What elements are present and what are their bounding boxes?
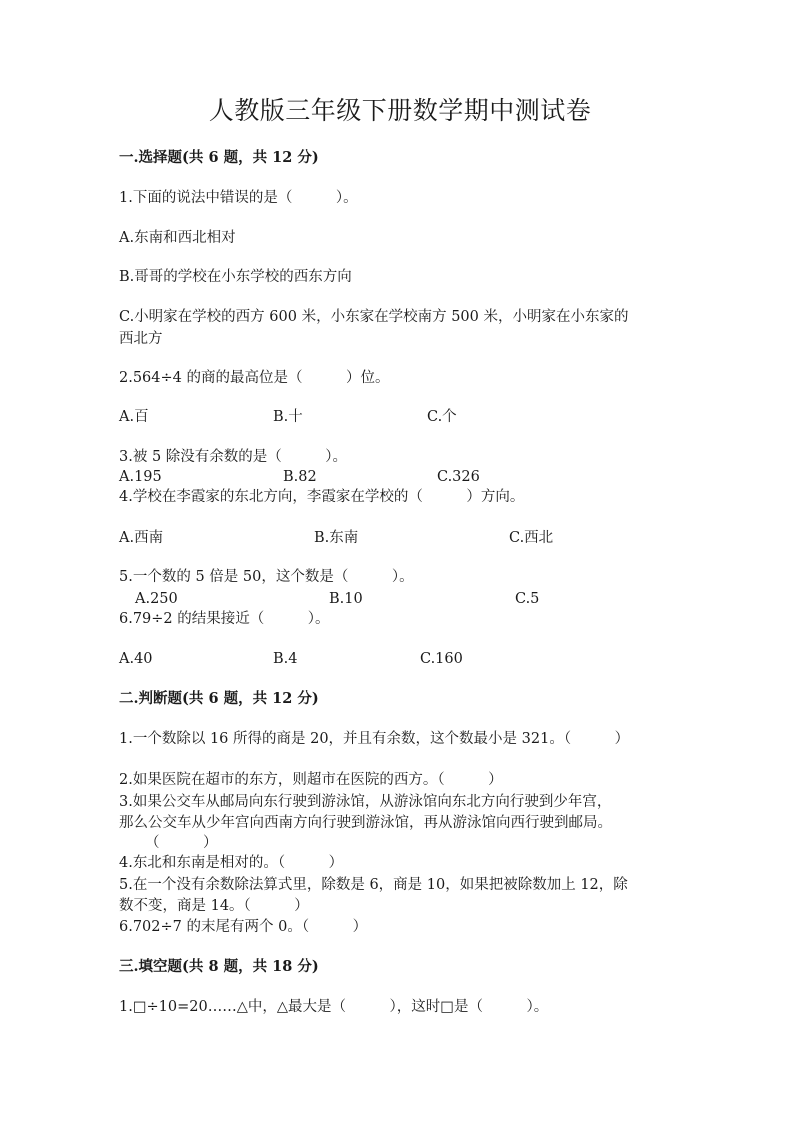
- statement-line: 6.702÷7 的末尾有两个 0。（ ）: [119, 919, 368, 935]
- question-stem: 5.一个数的 5 倍是 50，这个数是（ ）。: [119, 569, 414, 585]
- question-stem: 4.学校在李霞家的东北方向，李霞家在学校的（ ）方向。: [119, 489, 525, 505]
- option-a: A.195: [119, 469, 162, 485]
- option-c: C.个: [427, 409, 457, 425]
- question-stem: 3.被 5 除没有余数的是（ ）。: [119, 449, 348, 465]
- option-a: A.东南和西北相对: [119, 230, 236, 246]
- option-b: B.82: [283, 469, 317, 485]
- option-b: B.十: [273, 409, 303, 425]
- option-b: B.哥哥的学校在小东学校的西东方向: [119, 269, 352, 285]
- option-b: B.10: [329, 591, 363, 607]
- option-c: C.326: [437, 469, 480, 485]
- question-stem: 2.564÷4 的商的最高位是（ ）位。: [119, 370, 390, 386]
- question-line: 1.□÷10=20……△中，△最大是（ ），这时□是（ ）。: [119, 999, 549, 1015]
- page-title: 人教版三年级下册数学期中测试卷: [208, 96, 592, 125]
- section-heading-fill-in: 三.填空题(共 8 题，共 18 分): [119, 958, 319, 975]
- statement-line: （ ）: [145, 835, 218, 851]
- option-b: B.东南: [314, 530, 359, 546]
- question-stem: 6.79÷2 的结果接近（ ）。: [119, 611, 330, 627]
- statement-line: 数不变，商是 14。（ ）: [119, 898, 309, 914]
- statement-line: 2.如果医院在超市的东方，则超市在医院的西方。（ ）: [119, 772, 503, 788]
- statement-line: 那么公交车从少年宫向西南方向行驶到游泳馆，再从游泳馆向西行驶到邮局。: [119, 815, 612, 831]
- section-heading-judgement: 二.判断题(共 6 题，共 12 分): [119, 690, 319, 707]
- option-c-continued: 西北方: [119, 331, 163, 347]
- option-a: A.250: [135, 591, 178, 607]
- option-c: C.西北: [509, 530, 554, 546]
- option-c: C.小明家在学校的西方 600 米，小东家在学校南方 500 米，小明家在小东家的: [119, 309, 629, 325]
- statement-line: 5.在一个没有余数除法算式里，除数是 6，商是 10，如果把被除数加上 12，除: [119, 877, 628, 893]
- statement-line: 3.如果公交车从邮局向东行驶到游泳馆，从游泳馆向东北方向行驶到少年宫，: [119, 794, 612, 810]
- option-a: A.西南: [119, 530, 164, 546]
- option-a: A.40: [119, 651, 153, 667]
- option-a: A.百: [119, 409, 149, 425]
- option-c: C.160: [420, 651, 463, 667]
- option-c: C.5: [515, 591, 540, 607]
- statement-line: 4.东北和东南是相对的。（ ）: [119, 855, 344, 871]
- question-stem: 1.下面的说法中错误的是（ ）。: [119, 190, 358, 206]
- option-b: B.4: [273, 651, 298, 667]
- statement-line: 1.一个数除以 16 所得的商是 20，并且有余数，这个数最小是 321。（ ）: [119, 731, 630, 747]
- section-heading-choice: 一.选择题(共 6 题，共 12 分): [119, 149, 319, 166]
